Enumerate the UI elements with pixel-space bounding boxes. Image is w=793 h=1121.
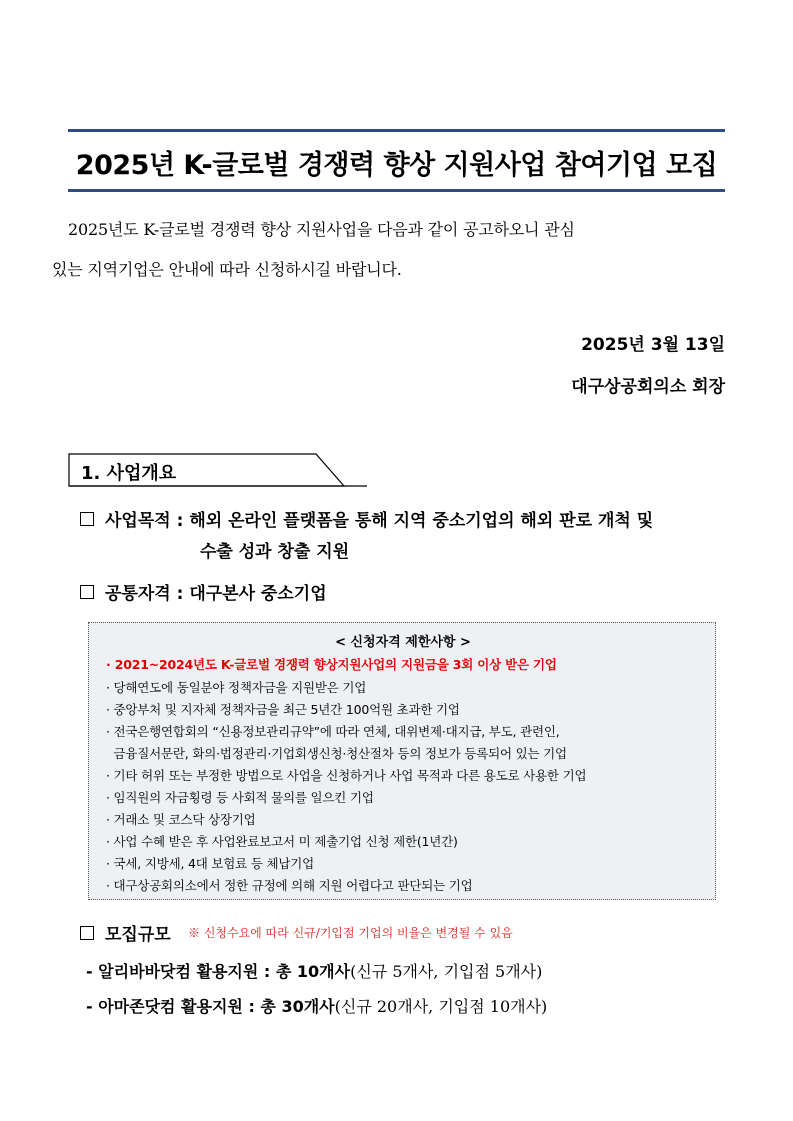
eligibility-checkbox-icon bbox=[80, 585, 94, 599]
scale-note: ※ 신청수요에 따라 신규/기입점 기업의 비율은 변경될 수 있음 bbox=[188, 926, 513, 940]
purpose-continuation: 수출 성과 창출 지원 bbox=[200, 542, 350, 562]
notice-item: · 당해연도에 동일분야 정책자금을 지원받은 기업 bbox=[106, 680, 367, 695]
scale-label: 모집규모 bbox=[105, 925, 171, 945]
alibaba-support-detail: (신규 5개사, 기입점 5개사) bbox=[350, 962, 543, 981]
intro-line-1: 2025년도 K-글로벌 경쟁력 향상 지원사업을 다음과 같이 공고하오니 관심 bbox=[68, 220, 575, 239]
alibaba-support-main: - 알리바바닷컴 활용지원 : 총 10개사 bbox=[86, 962, 351, 981]
alibaba-support-line bbox=[86, 959, 542, 982]
title-top-rule bbox=[68, 129, 725, 132]
restriction-notice-box bbox=[88, 622, 716, 900]
notice-item: · 전국은행연합회의 “신용정보관리규약”에 따라 연체, 대위변제·대지급, 부도, 관련인, bbox=[106, 724, 560, 739]
notice-item: · 2021~2024년도 K-글로벌 경쟁력 향상지원사업의 지원금을 3회 이상 받은 기업 bbox=[106, 657, 557, 672]
notice-item: · 대구상공회의소에서 정한 규정에 의해 지원 어렵다고 판단되는 기업 bbox=[106, 878, 473, 893]
notice-title: < 신청자격 제한사항 > bbox=[335, 635, 471, 650]
title-bottom-rule bbox=[68, 189, 725, 192]
section-heading-tab bbox=[68, 453, 368, 487]
amazon-support-main: - 아마존닷컴 활용지원 : 총 30개사 bbox=[86, 997, 335, 1016]
notice-item: · 거래소 및 코스닥 상장기업 bbox=[106, 812, 256, 827]
notice-item: · 국세, 지방세, 4대 보험료 등 체납기업 bbox=[106, 856, 314, 871]
purpose-text: 사업목적 : 해외 온라인 플랫폼을 통해 지역 중소기업의 해외 판로 개척 및 bbox=[105, 511, 654, 531]
scale-checkbox-icon bbox=[80, 926, 94, 940]
issuer-name: 대구상공회의소 회장 bbox=[571, 377, 725, 397]
amazon-support-line bbox=[86, 994, 547, 1017]
notice-item: 금융질서문란, 화의·법정관리·기업회생신청·청산절차 등의 정보가 등록되어 있는 기업 bbox=[106, 746, 567, 761]
amazon-support-detail: (신규 20개사, 기입점 10개사) bbox=[334, 997, 548, 1016]
notice-item: · 임직원의 자금횡령 등 사회적 물의를 일으킨 기업 bbox=[106, 790, 374, 805]
announcement-date: 2025년 3월 13일 bbox=[581, 335, 725, 355]
purpose-checkbox-icon bbox=[80, 512, 94, 526]
notice-item: · 중앙부처 및 지자체 정책자금을 최근 5년간 100억원 초과한 기업 bbox=[106, 702, 460, 717]
eligibility-text: 공통자격 : 대구본사 중소기업 bbox=[105, 584, 327, 604]
notice-item: · 기타 허위 또는 부정한 방법으로 사업을 신청하거나 사업 목적과 다른 용도로 사용한 기업 bbox=[106, 768, 587, 783]
section-heading: 1. 사업개요 bbox=[81, 463, 177, 484]
intro-line-2: 있는 지역기업은 안내에 따라 신청하시길 바랍니다. bbox=[52, 260, 402, 279]
page-title: 2025년 K-글로벌 경쟁력 향상 지원사업 참여기업 모집 bbox=[75, 150, 718, 181]
notice-item: · 사업 수혜 받은 후 사업완료보고서 미 제출기업 신청 제한(1년간) bbox=[106, 834, 458, 849]
